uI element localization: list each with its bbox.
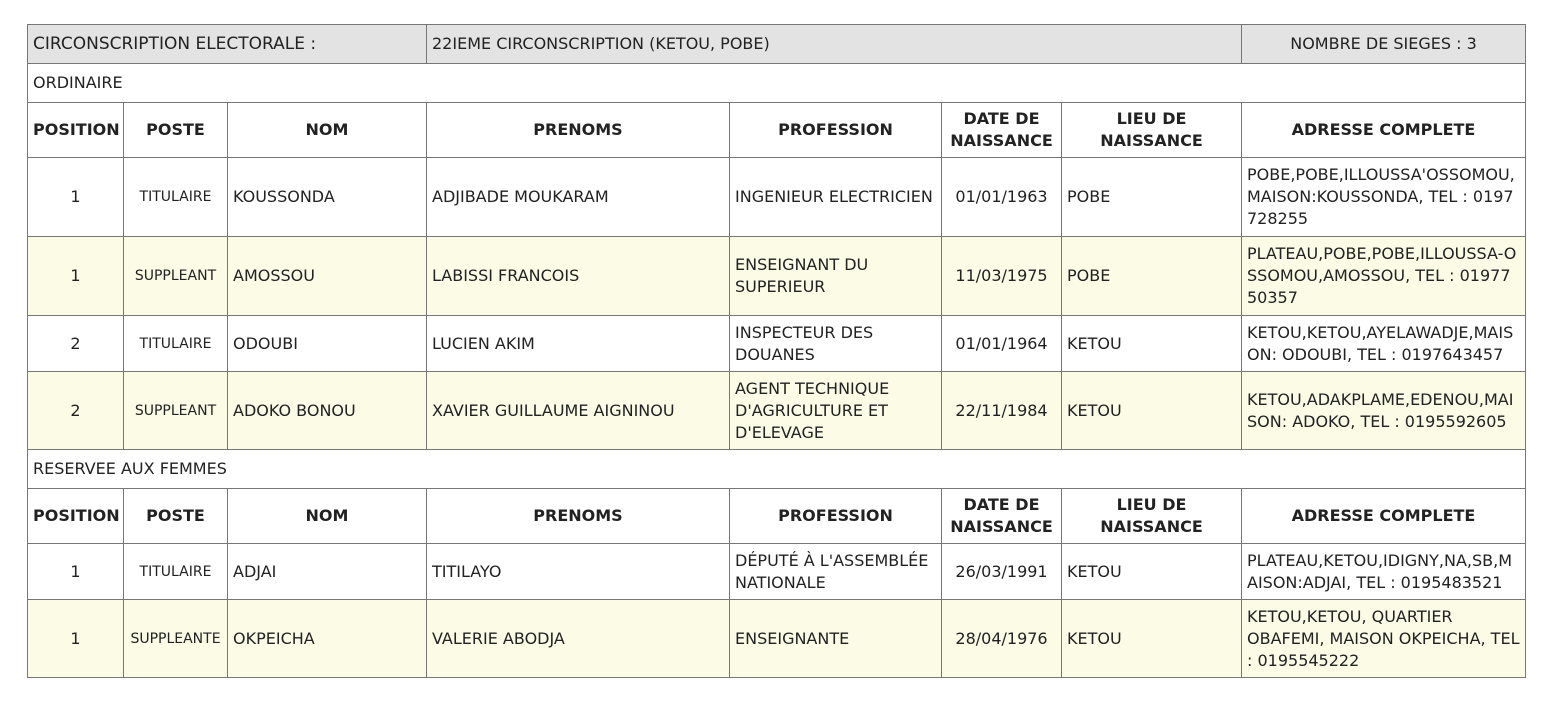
section-title: RESERVEE AUX FEMMES bbox=[28, 450, 1526, 489]
circonscription-header bbox=[28, 25, 1526, 64]
nom-cell: OKPEICHA bbox=[228, 600, 427, 678]
nom-cell: KOUSSONDA bbox=[228, 158, 427, 237]
position-cell: 1 bbox=[28, 544, 124, 600]
col-date: DATE DE NAISSANCE bbox=[942, 103, 1062, 158]
candidate-table bbox=[27, 24, 1526, 678]
prenoms-cell: ADJIBADE MOUKARAM bbox=[427, 158, 730, 237]
position-cell: 2 bbox=[28, 316, 124, 372]
adresse-cell: KETOU,ADAKPLAME,EDENOU,MAISON: ADOKO, TEL : 0195592605 bbox=[1242, 372, 1526, 450]
sieges-count: NOMBRE DE SIEGES : 3 bbox=[1242, 25, 1526, 64]
prenoms-cell: XAVIER GUILLAUME AIGNINOU bbox=[427, 372, 730, 450]
col-nom: NOM bbox=[228, 103, 427, 158]
adresse-cell: POBE,POBE,ILLOUSSA'OSSOMOU,MAISON:KOUSSONDA, TEL : 0197728255 bbox=[1242, 158, 1526, 237]
date-cell: 01/01/1964 bbox=[942, 316, 1062, 372]
table-row bbox=[28, 237, 1526, 316]
lieu-cell: POBE bbox=[1062, 237, 1242, 316]
position-cell: 2 bbox=[28, 372, 124, 450]
section-title: ORDINAIRE bbox=[28, 64, 1526, 103]
lieu-cell: KETOU bbox=[1062, 372, 1242, 450]
poste-cell: SUPPLEANT bbox=[124, 237, 228, 316]
date-cell: 22/11/1984 bbox=[942, 372, 1062, 450]
profession-cell: INGENIEUR ELECTRICIEN bbox=[730, 158, 942, 237]
col-profession: PROFESSION bbox=[730, 103, 942, 158]
col-prenoms: PRENOMS bbox=[427, 103, 730, 158]
prenoms-cell: TITILAYO bbox=[427, 544, 730, 600]
table-row bbox=[28, 600, 1526, 678]
profession-cell: AGENT TECHNIQUE D'AGRICULTURE ET D'ELEVAGE bbox=[730, 372, 942, 450]
profession-cell: DÉPUTÉ À L'ASSEMBLÉE NATIONALE bbox=[730, 544, 942, 600]
table-row bbox=[28, 158, 1526, 237]
col-nom: NOM bbox=[228, 489, 427, 544]
lieu-cell: KETOU bbox=[1062, 600, 1242, 678]
section-femmes bbox=[28, 450, 1526, 489]
position-cell: 1 bbox=[28, 237, 124, 316]
col-lieu: LIEU DE NAISSANCE bbox=[1062, 103, 1242, 158]
adresse-cell: KETOU,KETOU,AYELAWADJE,MAISON: ODOUBI, TEL : 0197643457 bbox=[1242, 316, 1526, 372]
adresse-cell: KETOU,KETOU, QUARTIER OBAFEMI, MAISON OKPEICHA, TEL : 0195545222 bbox=[1242, 600, 1526, 678]
poste-cell: SUPPLEANT bbox=[124, 372, 228, 450]
col-position: POSITION bbox=[28, 103, 124, 158]
col-profession: PROFESSION bbox=[730, 489, 942, 544]
col-date: DATE DE NAISSANCE bbox=[942, 489, 1062, 544]
col-position: POSITION bbox=[28, 489, 124, 544]
profession-cell: INSPECTEUR DES DOUANES bbox=[730, 316, 942, 372]
table-row bbox=[28, 372, 1526, 450]
col-poste: POSTE bbox=[124, 103, 228, 158]
candidate-list-sheet bbox=[27, 24, 1525, 678]
poste-cell: TITULAIRE bbox=[124, 544, 228, 600]
poste-cell: TITULAIRE bbox=[124, 316, 228, 372]
prenoms-cell: LABISSI FRANCOIS bbox=[427, 237, 730, 316]
nom-cell: ADOKO BONOU bbox=[228, 372, 427, 450]
prenoms-cell: VALERIE ABODJA bbox=[427, 600, 730, 678]
col-adresse: ADRESSE COMPLETE bbox=[1242, 103, 1526, 158]
section-ordinaire bbox=[28, 64, 1526, 103]
table-row bbox=[28, 544, 1526, 600]
col-prenoms: PRENOMS bbox=[427, 489, 730, 544]
adresse-cell: PLATEAU,POBE,POBE,ILLOUSSA-OSSOMOU,AMOSSOU, TEL : 0197750357 bbox=[1242, 237, 1526, 316]
poste-cell: SUPPLEANTE bbox=[124, 600, 228, 678]
profession-cell: ENSEIGNANT DU SUPERIEUR bbox=[730, 237, 942, 316]
date-cell: 11/03/1975 bbox=[942, 237, 1062, 316]
nom-cell: AMOSSOU bbox=[228, 237, 427, 316]
position-cell: 1 bbox=[28, 158, 124, 237]
circonscription-value: 22IEME CIRCONSCRIPTION (KETOU, POBE) bbox=[427, 25, 1242, 64]
date-cell: 26/03/1991 bbox=[942, 544, 1062, 600]
column-header-row bbox=[28, 489, 1526, 544]
col-poste: POSTE bbox=[124, 489, 228, 544]
date-cell: 01/01/1963 bbox=[942, 158, 1062, 237]
lieu-cell: KETOU bbox=[1062, 316, 1242, 372]
adresse-cell: PLATEAU,KETOU,IDIGNY,NA,SB,MAISON:ADJAI, TEL : 0195483521 bbox=[1242, 544, 1526, 600]
lieu-cell: KETOU bbox=[1062, 544, 1242, 600]
column-header-row bbox=[28, 103, 1526, 158]
nom-cell: ODOUBI bbox=[228, 316, 427, 372]
nom-cell: ADJAI bbox=[228, 544, 427, 600]
date-cell: 28/04/1976 bbox=[942, 600, 1062, 678]
poste-cell: TITULAIRE bbox=[124, 158, 228, 237]
lieu-cell: POBE bbox=[1062, 158, 1242, 237]
position-cell: 1 bbox=[28, 600, 124, 678]
col-lieu: LIEU DE NAISSANCE bbox=[1062, 489, 1242, 544]
circonscription-label: CIRCONSCRIPTION ELECTORALE : bbox=[28, 25, 427, 64]
prenoms-cell: LUCIEN AKIM bbox=[427, 316, 730, 372]
profession-cell: ENSEIGNANTE bbox=[730, 600, 942, 678]
table-row bbox=[28, 316, 1526, 372]
col-adresse: ADRESSE COMPLETE bbox=[1242, 489, 1526, 544]
